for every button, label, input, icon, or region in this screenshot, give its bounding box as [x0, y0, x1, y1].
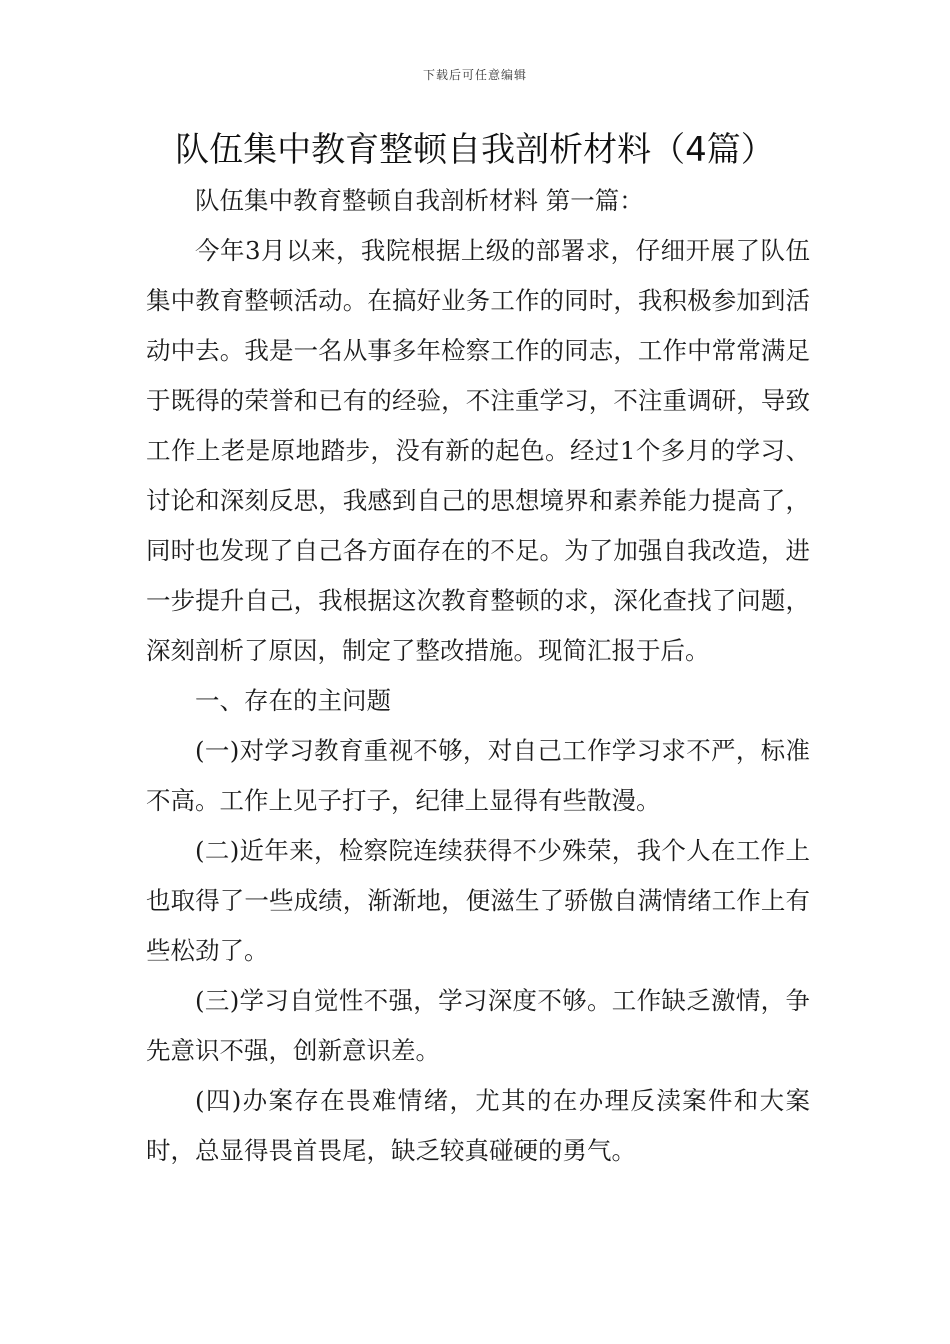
problem-item-3: (三)学习自觉性不强，学习深度不够。工作缺乏激情，争先意识不强，创新意识差。 [146, 986, 810, 1065]
section-heading: 队伍集中教育整顿自我剖析材料 第一篇： [195, 186, 644, 215]
document-body [146, 176, 810, 1176]
document-title: 队伍集中教育整顿自我剖析材料（4篇） [175, 130, 775, 170]
header-note: 下载后可任意编辑 [422, 68, 527, 82]
problem-item-2: (二)近年来，检察院连续获得不少殊荣，我个人在工作上也取得了一些成绩，渐渐地，便滋生了骄傲自满情绪工作上有些松劲了。 [146, 836, 810, 965]
problem-item-1: (一)对学习教育重视不够，对自己工作学习求不严，标准不高。工作上见子打子，纪律上显得有些散漫。 [146, 736, 810, 815]
problems-heading: 一、存在的主问题 [195, 686, 391, 715]
problem-item-4: (四)办案存在畏难情绪，尤其的在办理反渎案件和大案时，总显得畏首畏尾，缺乏较真碰硬的勇气。 [146, 1086, 810, 1165]
intro-paragraph: 今年3月以来，我院根据上级的部署求，仔细开展了队伍集中教育整顿活动。在搞好业务工作的同时，我积极参加到活动中去。我是一名从事多年检察工作的同志，工作中常常满足于既得的荣誉和已有的经验，不注重学习，不注重调研，导致工作上老是原地踏步，没有新的起色。经过1个多月的学习、讨论和深刻反思，我感到自己的思想境界和素养能力提高了，同时也发现了自己各方面存在的不足。为了加强自我改造，进一步提升自己，我根据这次教育整顿的求，深化查找了问题，深刻剖析了原因，制定了整改措施。现简汇报于后。 [146, 236, 810, 665]
